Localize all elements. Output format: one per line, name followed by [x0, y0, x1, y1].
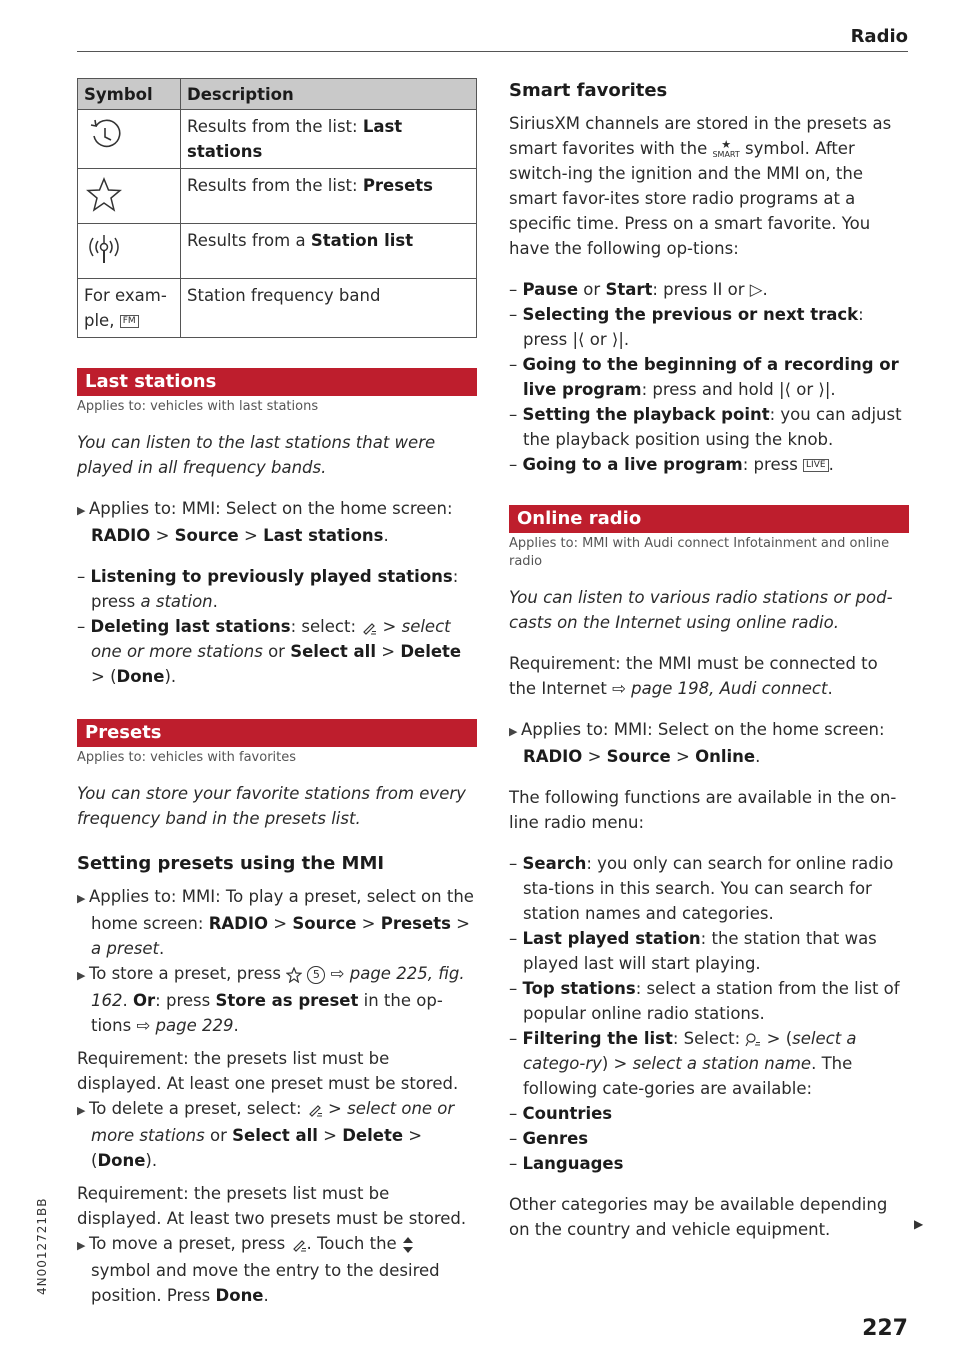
online-radio-category: – Genres	[509, 1129, 589, 1148]
presets-applies: Applies to: vehicles with favorites	[77, 750, 297, 765]
table-row	[78, 279, 477, 338]
description-cell: Results from the list: Last stations	[181, 110, 477, 169]
online-radio-intro: You can listen to various radio stations or pod-casts on the Internet using online radio.	[509, 588, 893, 632]
presets-requirement-one: Requirement: the presets list must be displayed. At least one preset must be stored.	[77, 1049, 459, 1093]
smart-item-beginning: – Going to the beginning of a recording or live program: press and hold |⟨ or ⟩|.	[509, 355, 899, 399]
online-radio-category: – Countries	[509, 1104, 613, 1123]
last-stations-item-listen: – Listening to previously played stations: press a station.	[77, 567, 459, 611]
smart-item-live: – Going to a live program: press LIVE .	[509, 455, 834, 474]
last-stations-intro: You can listen to the last stations that were played in all frequency bands.	[77, 433, 436, 477]
previous-track-icon: |⟨	[572, 330, 585, 349]
last-stations-applies: Applies to: vehicles with last stations	[77, 399, 319, 414]
description-cell: Results from a Station list	[181, 224, 477, 279]
presets-subheading: Setting presets using the MMI	[77, 853, 385, 874]
online-radio-heading: Online radio	[509, 505, 909, 533]
left-column	[77, 78, 477, 1308]
smart-item-pause: – Pause or Start: press II or ▷.	[509, 280, 768, 299]
presets-step-store: ▶ To store a preset, press 5 ⇨ page 225, fig. 162. Or: press Store as preset in the op-tions ⇨ page 229.	[77, 961, 477, 1038]
online-radio-outro: Other categories may be available depending on the country and vehicle equipment.	[509, 1195, 888, 1239]
edit-list-icon	[307, 1102, 323, 1118]
edit-list-icon	[361, 620, 377, 636]
fm-badge: FM	[120, 315, 139, 328]
symbol-cell	[78, 279, 181, 338]
page-number: 227	[862, 1316, 908, 1341]
description-cell: Results from the list: Presets	[181, 169, 477, 224]
presets-step-move: ▶ To move a preset, press . Touch the symbol and move the entry to the desired position. Press Done.	[77, 1231, 477, 1308]
smart-item-track: – Selecting the previous or next track: press |⟨ or ⟩|.	[509, 305, 864, 349]
smart-favorites-text: SiriusXM channels are stored in the presets as smart favorites with the ★ SMART symbol. After switch-ing the ignition and the MMI on, the smart favor-ites store radio programs at a specific time. Press on a smart favorite. You have the following op-tions:	[509, 114, 892, 258]
next-track-icon: ⟩|	[611, 330, 624, 349]
callout-circle: 5	[307, 966, 325, 984]
presets-heading: Presets	[77, 719, 477, 747]
smart-item-playback: – Setting the playback point: you can adjust the playback position using the knob.	[509, 405, 902, 449]
last-stations-heading: Last stations	[77, 368, 477, 396]
live-badge: LIVE	[803, 459, 829, 472]
clock-history-icon	[84, 116, 124, 152]
table-row	[78, 169, 477, 224]
smart-star-icon: ★ SMART	[712, 138, 740, 159]
last-stations-item-delete: – Deleting last stations: select: > select one or more stations or Select all > Delete > (Done).	[77, 617, 462, 686]
continue-arrow-icon: ▶	[914, 1217, 924, 1231]
symbol-cell	[78, 224, 181, 279]
symbol-cell	[78, 110, 181, 169]
example-text: For exam-ple,	[84, 286, 167, 330]
presets-intro: You can store your favorite stations from every frequency band in the presets list.	[77, 784, 466, 828]
symbol-cell	[78, 169, 181, 224]
edit-list-icon	[291, 1237, 307, 1253]
header-rule	[77, 51, 908, 52]
online-radio-item-top: – Top stations: select a station from the list of popular online radio stations.	[509, 979, 900, 1023]
document-code: 4N0012721BB	[35, 1197, 49, 1295]
antenna-icon	[84, 230, 124, 266]
filter-search-icon	[745, 1032, 761, 1048]
table-row	[78, 110, 477, 169]
right-column	[509, 78, 909, 1242]
online-radio-step: ▶ Applies to: MMI: Select on the home screen: RADIO > Source > Online.	[509, 717, 909, 769]
page-header-title: Radio	[850, 26, 908, 47]
previous-track-icon: |⟨	[779, 380, 791, 399]
presets-step-delete: ▶ To delete a preset, select: > select one or more stations or Select all > Delete > (Done).	[77, 1096, 477, 1173]
online-radio-item-search: – Search: you only can search for online radio sta-tions in this search. You can search for station names and categories.	[509, 854, 894, 923]
table-row	[78, 224, 477, 279]
table-header-symbol: Symbol	[78, 79, 181, 110]
online-radio-requirement: Requirement: the MMI must be connected to the Internet ⇨ page 198, Audi connect.	[509, 654, 878, 698]
online-radio-item-filter: – Filtering the list: Select: > (select a catego-ry) > select a station name. The following cate-gories are available:	[509, 1029, 857, 1098]
star-add-icon	[286, 967, 302, 983]
online-radio-category: – Languages	[509, 1154, 624, 1173]
next-track-icon: ⟩|	[818, 380, 831, 399]
star-icon	[84, 175, 124, 213]
presets-requirement-two: Requirement: the presets list must be displayed. At least two presets must be stored.	[77, 1184, 467, 1228]
move-updown-icon	[402, 1236, 414, 1254]
online-radio-item-last-played: – Last played station: the station that was played last will start playing.	[509, 929, 877, 973]
online-radio-applies: Applies to: MMI with Audi connect Infotainment and online radio	[509, 536, 890, 569]
last-stations-step: ▶ Applies to: MMI: Select on the home screen: RADIO > Source > Last stations.	[77, 496, 477, 548]
symbol-table	[77, 78, 477, 338]
presets-step-play: ▶ Applies to: MMI: To play a preset, select on the home screen: RADIO > Source > Presets > a preset.	[77, 884, 477, 961]
description-cell: Station frequency band	[181, 279, 477, 338]
smart-favorites-heading: Smart favorites	[509, 80, 668, 101]
play-icon: ▷	[749, 280, 763, 299]
online-radio-functions-intro: The following functions are available in the on-line radio menu:	[509, 788, 897, 832]
table-header-description: Description	[181, 79, 477, 110]
